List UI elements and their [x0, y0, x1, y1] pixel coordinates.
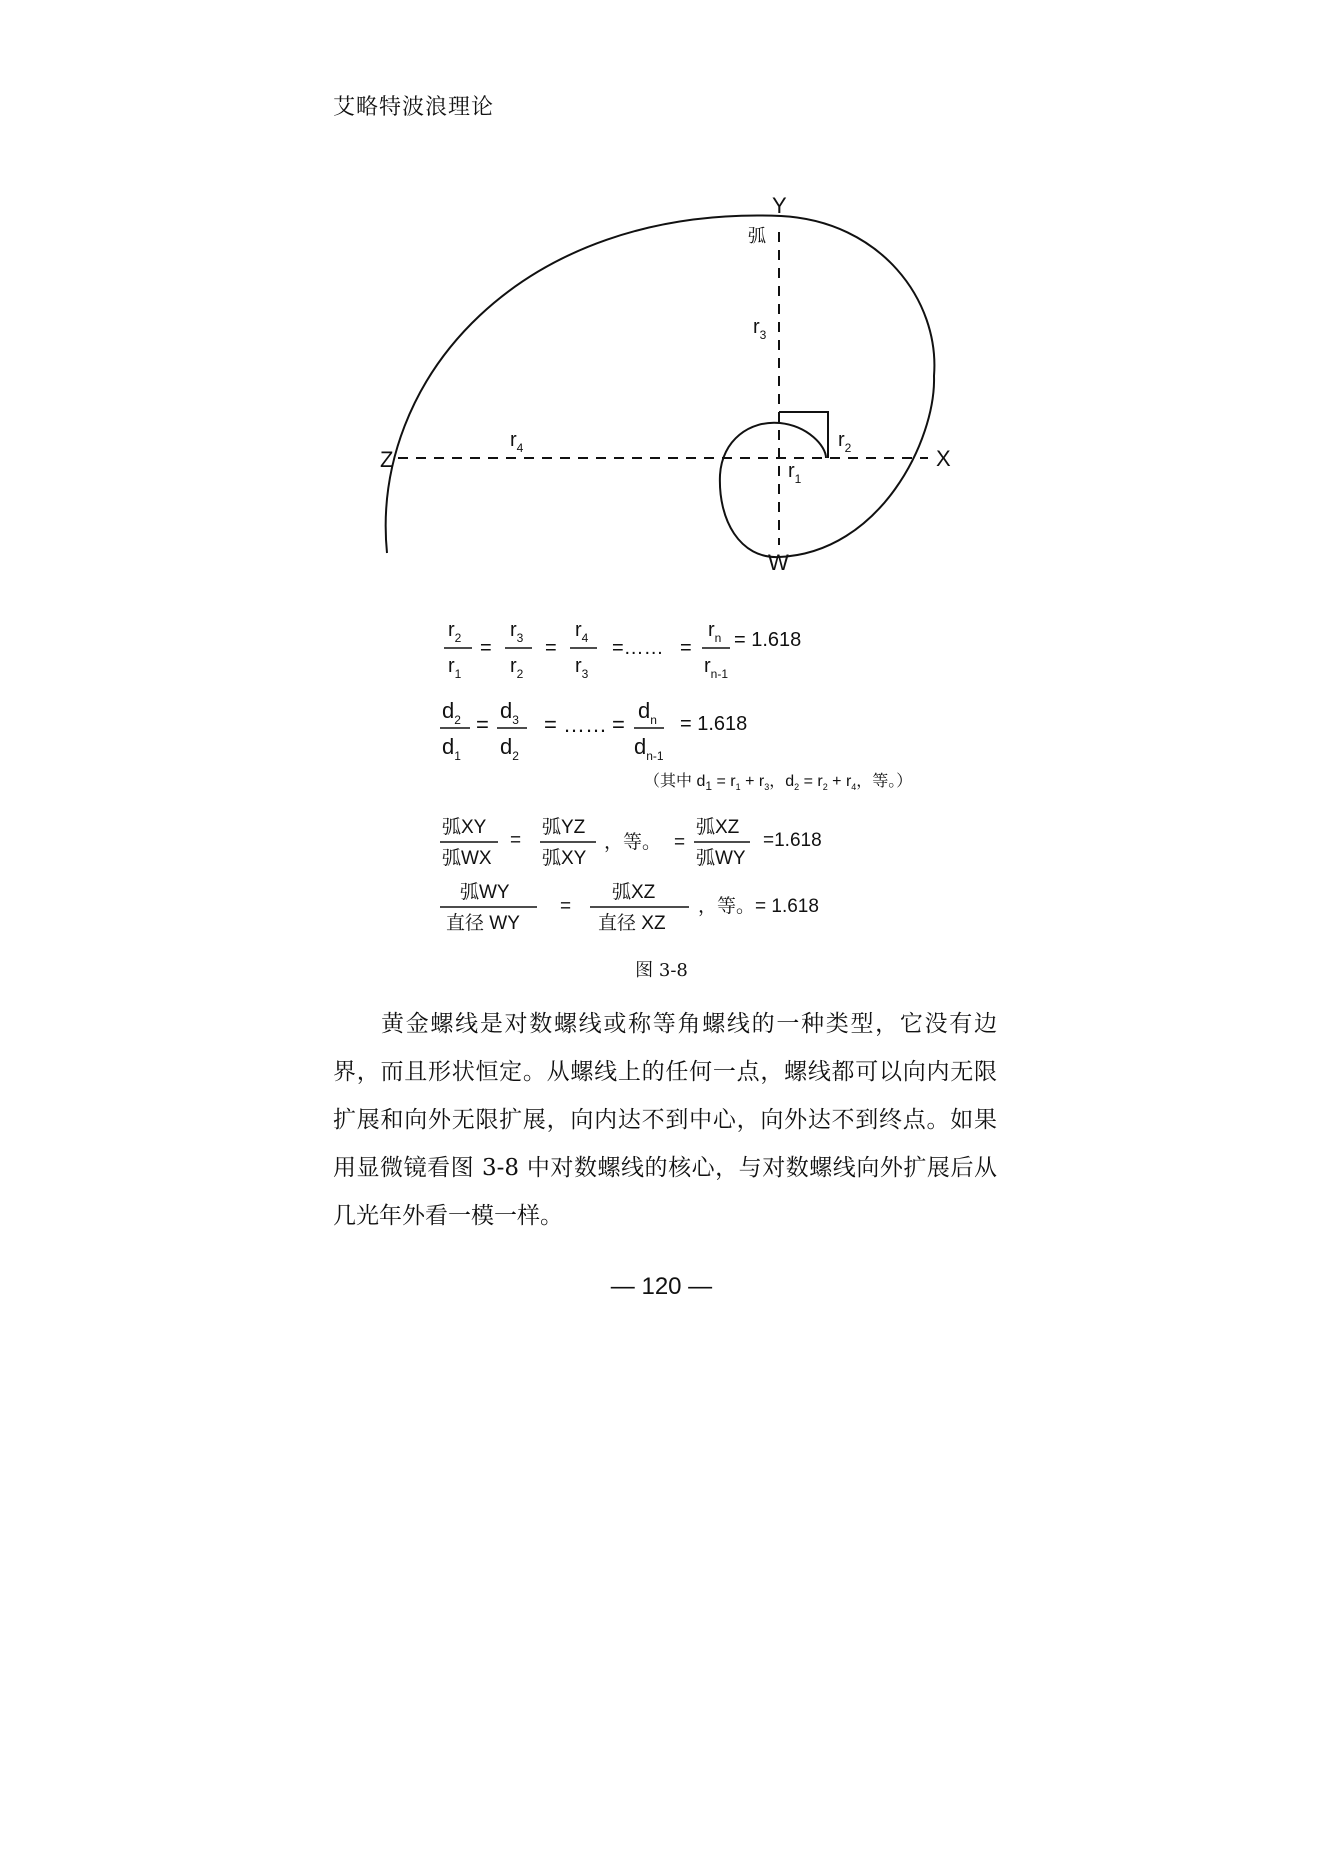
body-paragraph: 黄金螺线是对数螺线或称等角螺线的一种类型，它没有边界，而且形状恒定。从螺线上的任何一点，螺线都可以向内无限扩展和向外无限扩展，向内达不到中心，向外达不到终点。如果用显微镜看图 3-8 中对数螺线的核心，与对数螺线向外扩展后从几光年外看一模一样。 [333, 1011, 997, 1229]
svg-text:= 1.618: = 1.618 [734, 629, 802, 651]
label-r2: $r_2$ [838, 429, 852, 455]
label-r3: $r_3$ [753, 316, 767, 342]
svg-text:dn-1: $d_{n-1}$ [634, 734, 664, 763]
equation-arc-ratio [440, 816, 822, 869]
svg-text:r4: $r_4$ [575, 619, 589, 645]
svg-text:直径 XZ: 直径 XZ [598, 913, 666, 934]
svg-text:r1: $r_1$ [448, 655, 462, 681]
svg-text:，等。: ，等。 [604, 832, 662, 853]
svg-text:=: = [476, 712, 489, 737]
svg-text:d1: $d_1$ [442, 734, 461, 763]
equation-ratio-r [444, 619, 801, 681]
svg-text:= ……: = …… [544, 712, 607, 737]
svg-text:d3: $d_3$ [500, 698, 519, 727]
svg-text:直径 WY: 直径 WY [446, 913, 520, 934]
svg-text:弧YZ: 弧YZ [542, 817, 586, 838]
svg-text:r2: $r_2$ [448, 619, 462, 645]
label-x: X [936, 446, 951, 471]
svg-text:r3: $r_3$ [575, 655, 589, 681]
svg-text:=: = [674, 832, 686, 853]
svg-text:=: = [480, 637, 492, 659]
svg-text:rn: $r_n$ [708, 619, 722, 645]
page-number: — 120 — [610, 1273, 713, 1300]
label-y: Y [772, 193, 787, 218]
svg-text:弧XY: 弧XY [442, 817, 487, 838]
svg-text:，等。= 1.618: ，等。= 1.618 [698, 896, 819, 917]
equation-note: （其中 $d_1 = r_1 + r_3$，$d_2 = r_2 + r_4$，等。） [644, 773, 913, 793]
svg-text:=: = [560, 896, 572, 917]
right-angle-marker [779, 412, 828, 458]
svg-text:=1.618: =1.618 [763, 830, 822, 851]
label-r1: $r_1$ [788, 460, 802, 486]
figure-caption: 图 3-8 [635, 960, 688, 981]
svg-text:dn: $d_n$ [638, 698, 657, 727]
svg-text:= 1.618: = 1.618 [680, 713, 748, 735]
spiral-curve [386, 216, 935, 558]
svg-text:=: = [612, 712, 625, 737]
svg-text:rn-1: $r_{n-1}$ [704, 655, 729, 681]
label-z: Z [380, 447, 394, 472]
label-arc: 弧 [748, 226, 766, 246]
svg-text:d2: $d_2$ [442, 698, 461, 727]
svg-text:d2: $d_2$ [500, 734, 519, 763]
svg-text:=……: =…… [612, 637, 664, 659]
svg-text:=: = [510, 830, 522, 851]
svg-text:r2: $r_2$ [510, 655, 524, 681]
svg-text:=: = [680, 637, 692, 659]
svg-text:弧XY: 弧XY [542, 848, 587, 869]
equation-ratio-d [440, 698, 747, 763]
svg-text:弧XZ: 弧XZ [612, 882, 656, 903]
label-r4: $r_4$ [510, 429, 524, 455]
svg-text:弧WX: 弧WX [442, 848, 492, 869]
label-w: W [768, 550, 789, 575]
svg-text:=: = [545, 637, 557, 659]
svg-text:弧XZ: 弧XZ [696, 817, 740, 838]
svg-text:r3: $r_3$ [510, 619, 524, 645]
equation-arc-diameter [440, 881, 819, 934]
svg-text:弧WY: 弧WY [460, 882, 510, 903]
svg-text:弧WY: 弧WY [696, 848, 746, 869]
running-header: 艾略特波浪理论 [333, 95, 495, 120]
